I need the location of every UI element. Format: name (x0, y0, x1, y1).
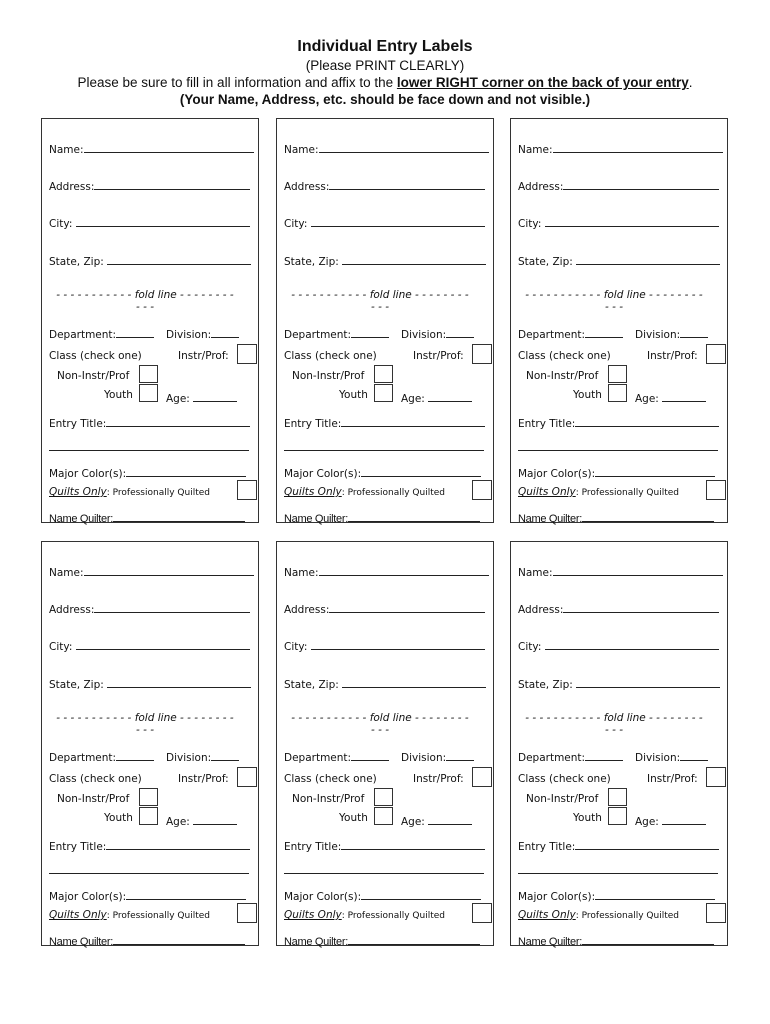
major-colors-label: Major Color(s): (518, 468, 596, 480)
instr-prof-label: Instr/Prof: (647, 350, 698, 362)
non-instr-prof-checkbox[interactable] (374, 788, 393, 806)
age-label: Age: (166, 393, 194, 405)
fold-line: - - - - - - - - - - - fold line - - - - - - - - - - - (291, 289, 469, 313)
instruction-prefix: Please be sure to fill in all information and affix to the (77, 75, 397, 90)
age-label: Age: (401, 393, 429, 405)
address-label: Address: (49, 604, 95, 616)
address-field[interactable] (94, 601, 250, 613)
quilts-only-label: Quilts Only (518, 486, 576, 498)
name-quilter-label: Name Quilter: (284, 936, 348, 948)
entry-title-field[interactable] (575, 415, 719, 427)
class-label: Class (check one) (518, 350, 611, 362)
name-quilter-label: Name Quilter: (518, 936, 582, 948)
age-label: Age: (635, 393, 663, 405)
department-field[interactable] (351, 749, 389, 761)
address-field[interactable] (94, 178, 250, 190)
name-field[interactable] (553, 564, 723, 576)
state-zip-field[interactable] (576, 253, 720, 265)
state-zip-field[interactable] (107, 676, 251, 688)
non-instr-prof-label: Non-Instr/Prof (292, 370, 365, 382)
name-quilter-label: Name Quilter: (518, 513, 582, 525)
city-label: City: (518, 218, 545, 230)
instr-prof-label: Instr/Prof: (413, 350, 464, 362)
instr-prof-label: Instr/Prof: (178, 350, 229, 362)
name-label: Name: (518, 567, 553, 579)
city-label: City: (518, 641, 545, 653)
name-field[interactable] (84, 141, 254, 153)
professionally-quilted-checkbox[interactable] (472, 480, 492, 500)
division-field[interactable] (680, 749, 708, 761)
entry-title-label: Entry Title: (518, 418, 576, 430)
name-quilter-field[interactable] (348, 510, 480, 522)
professionally-quilted-label: : Professionally Quilted (575, 488, 679, 498)
division-label: Division: (635, 329, 681, 341)
state-zip-field[interactable] (342, 676, 486, 688)
city-field[interactable] (76, 638, 250, 650)
quilts-only-label: Quilts Only (49, 486, 107, 498)
address-field[interactable] (563, 601, 719, 613)
entry-label-card (276, 118, 494, 523)
professionally-quilted-checkbox[interactable] (706, 903, 726, 923)
entry-label-card (276, 541, 494, 946)
non-instr-prof-checkbox[interactable] (608, 788, 627, 806)
name-field[interactable] (553, 141, 723, 153)
instruction-line (0, 74, 770, 92)
class-label: Class (check one) (284, 350, 377, 362)
division-field[interactable] (446, 749, 474, 761)
major-colors-label: Major Color(s): (518, 891, 596, 903)
name-quilter-field[interactable] (113, 510, 245, 522)
non-instr-prof-checkbox[interactable] (608, 365, 627, 383)
entry-title-line-2[interactable] (284, 873, 484, 874)
city-field[interactable] (76, 215, 250, 227)
youth-label: Youth (573, 812, 602, 824)
youth-checkbox[interactable] (374, 807, 393, 825)
quilts-only-label: Quilts Only (284, 909, 342, 921)
major-colors-field[interactable] (361, 888, 481, 900)
department-field[interactable] (116, 749, 154, 761)
youth-checkbox[interactable] (374, 384, 393, 402)
city-field[interactable] (311, 638, 485, 650)
department-field[interactable] (585, 749, 623, 761)
entry-title-line-2[interactable] (518, 873, 718, 874)
department-label: Department: (49, 752, 117, 764)
name-quilter-field[interactable] (113, 933, 245, 945)
major-colors-field[interactable] (595, 888, 715, 900)
page-header (0, 36, 770, 108)
state-zip-field[interactable] (342, 253, 486, 265)
fold-line: - - - - - - - - - - - fold line - - - - - - - - - - - (525, 289, 703, 313)
entry-title-line-2[interactable] (284, 450, 484, 451)
youth-label: Youth (339, 812, 368, 824)
address-label: Address: (518, 604, 564, 616)
professionally-quilted-label: : Professionally Quilted (341, 911, 445, 921)
age-label: Age: (166, 816, 194, 828)
name-field[interactable] (84, 564, 254, 576)
age-label: Age: (635, 816, 663, 828)
city-label: City: (284, 218, 311, 230)
state-zip-field[interactable] (576, 676, 720, 688)
youth-checkbox[interactable] (608, 807, 627, 825)
name-field[interactable] (319, 564, 489, 576)
professionally-quilted-checkbox[interactable] (472, 903, 492, 923)
name-quilter-label: Name Quilter: (284, 513, 348, 525)
age-field[interactable] (428, 390, 472, 402)
name-field[interactable] (319, 141, 489, 153)
major-colors-label: Major Color(s): (49, 468, 127, 480)
division-field[interactable] (211, 326, 239, 338)
professionally-quilted-label: : Professionally Quilted (106, 488, 210, 498)
instr-prof-label: Instr/Prof: (178, 773, 229, 785)
department-field[interactable] (351, 326, 389, 338)
department-field[interactable] (585, 326, 623, 338)
name-quilter-field[interactable] (582, 510, 714, 522)
entry-title-label: Entry Title: (49, 418, 107, 430)
state-zip-label: State, Zip: (518, 256, 577, 268)
address-field[interactable] (563, 178, 719, 190)
instr-prof-checkbox[interactable] (472, 344, 492, 364)
quilts-only-label: Quilts Only (518, 909, 576, 921)
entry-label-card (510, 118, 728, 523)
professionally-quilted-checkbox[interactable] (706, 480, 726, 500)
division-field[interactable] (446, 326, 474, 338)
name-quilter-label: Name Quilter: (49, 936, 113, 948)
division-label: Division: (166, 752, 212, 764)
division-field[interactable] (211, 749, 239, 761)
non-instr-prof-label: Non-Instr/Prof (526, 793, 599, 805)
non-instr-prof-checkbox[interactable] (139, 365, 158, 383)
address-label: Address: (518, 181, 564, 193)
entry-title-field[interactable] (341, 415, 485, 427)
address-label: Address: (284, 181, 330, 193)
age-label: Age: (401, 816, 429, 828)
age-field[interactable] (428, 813, 472, 825)
name-quilter-field[interactable] (582, 933, 714, 945)
name-quilter-label: Name Quilter: (49, 513, 113, 525)
instruction-suffix: . (688, 75, 693, 90)
department-label: Department: (49, 329, 117, 341)
instr-prof-checkbox[interactable] (237, 767, 257, 787)
non-instr-prof-label: Non-Instr/Prof (57, 370, 130, 382)
fold-line: - - - - - - - - - - - fold line - - - - - - - - - - - (291, 712, 469, 736)
entry-title-field[interactable] (106, 838, 250, 850)
fold-line: - - - - - - - - - - - fold line - - - - - - - - - - - (56, 289, 234, 313)
entry-title-label: Entry Title: (518, 841, 576, 853)
instr-prof-label: Instr/Prof: (413, 773, 464, 785)
department-label: Department: (518, 329, 586, 341)
class-label: Class (check one) (284, 773, 377, 785)
entry-title-line-2[interactable] (49, 450, 249, 451)
division-label: Division: (166, 329, 212, 341)
entry-title-label: Entry Title: (49, 841, 107, 853)
department-field[interactable] (116, 326, 154, 338)
instr-prof-label: Instr/Prof: (647, 773, 698, 785)
age-field[interactable] (662, 390, 706, 402)
professionally-quilted-checkbox[interactable] (237, 903, 257, 923)
page-subtitle: (Please PRINT CLEARLY) (305, 58, 465, 73)
major-colors-field[interactable] (126, 465, 246, 477)
major-colors-field[interactable] (361, 465, 481, 477)
state-zip-label: State, Zip: (284, 679, 343, 691)
class-label: Class (check one) (49, 773, 142, 785)
page-title: Individual Entry Labels (297, 38, 473, 55)
division-field[interactable] (680, 326, 708, 338)
name-label: Name: (284, 144, 319, 156)
city-field[interactable] (545, 638, 719, 650)
instruction-emphasis: lower RIGHT corner on the back of your entry (396, 75, 689, 90)
major-colors-label: Major Color(s): (284, 891, 362, 903)
professionally-quilted-checkbox[interactable] (237, 480, 257, 500)
instr-prof-checkbox[interactable] (472, 767, 492, 787)
age-field[interactable] (193, 813, 237, 825)
non-instr-prof-label: Non-Instr/Prof (526, 370, 599, 382)
youth-label: Youth (104, 389, 133, 401)
entry-title-label: Entry Title: (284, 841, 342, 853)
name-quilter-field[interactable] (348, 933, 480, 945)
age-field[interactable] (662, 813, 706, 825)
professionally-quilted-label: : Professionally Quilted (341, 488, 445, 498)
address-field[interactable] (329, 601, 485, 613)
address-label: Address: (49, 181, 95, 193)
division-label: Division: (401, 329, 447, 341)
entry-title-field[interactable] (341, 838, 485, 850)
non-instr-prof-checkbox[interactable] (374, 365, 393, 383)
state-zip-label: State, Zip: (49, 256, 108, 268)
entry-title-field[interactable] (106, 415, 250, 427)
professionally-quilted-label: : Professionally Quilted (106, 911, 210, 921)
youth-label: Youth (573, 389, 602, 401)
name-label: Name: (49, 144, 84, 156)
name-label: Name: (284, 567, 319, 579)
division-label: Division: (401, 752, 447, 764)
age-field[interactable] (193, 390, 237, 402)
department-label: Department: (518, 752, 586, 764)
fold-line: - - - - - - - - - - - fold line - - - - - - - - - - - (525, 712, 703, 736)
entry-label-card (41, 541, 259, 946)
state-zip-label: State, Zip: (518, 679, 577, 691)
fold-line: - - - - - - - - - - - fold line - - - - - - - - - - - (56, 712, 234, 736)
youth-checkbox[interactable] (139, 807, 158, 825)
youth-label: Youth (104, 812, 133, 824)
state-zip-label: State, Zip: (284, 256, 343, 268)
entry-label-card (41, 118, 259, 523)
division-label: Division: (635, 752, 681, 764)
entry-title-field[interactable] (575, 838, 719, 850)
professionally-quilted-label: : Professionally Quilted (575, 911, 679, 921)
major-colors-label: Major Color(s): (49, 891, 127, 903)
instruction-note: (Your Name, Address, etc. should be face down and not visible.) (179, 92, 591, 107)
state-zip-label: State, Zip: (49, 679, 108, 691)
city-field[interactable] (311, 215, 485, 227)
entry-title-label: Entry Title: (284, 418, 342, 430)
class-label: Class (check one) (518, 773, 611, 785)
youth-checkbox[interactable] (139, 384, 158, 402)
city-label: City: (49, 218, 76, 230)
instr-prof-checkbox[interactable] (237, 344, 257, 364)
youth-checkbox[interactable] (608, 384, 627, 402)
name-label: Name: (49, 567, 84, 579)
city-field[interactable] (545, 215, 719, 227)
city-label: City: (49, 641, 76, 653)
non-instr-prof-checkbox[interactable] (139, 788, 158, 806)
address-field[interactable] (329, 178, 485, 190)
non-instr-prof-label: Non-Instr/Prof (292, 793, 365, 805)
department-label: Department: (284, 329, 352, 341)
quilts-only-label: Quilts Only (49, 909, 107, 921)
youth-label: Youth (339, 389, 368, 401)
major-colors-field[interactable] (126, 888, 246, 900)
city-label: City: (284, 641, 311, 653)
entry-title-line-2[interactable] (49, 873, 249, 874)
instr-prof-checkbox[interactable] (706, 344, 726, 364)
state-zip-field[interactable] (107, 253, 251, 265)
class-label: Class (check one) (49, 350, 142, 362)
address-label: Address: (284, 604, 330, 616)
non-instr-prof-label: Non-Instr/Prof (57, 793, 130, 805)
entry-label-card (510, 541, 728, 946)
quilts-only-label: Quilts Only (284, 486, 342, 498)
instr-prof-checkbox[interactable] (706, 767, 726, 787)
major-colors-field[interactable] (595, 465, 715, 477)
name-label: Name: (518, 144, 553, 156)
entry-title-line-2[interactable] (518, 450, 718, 451)
department-label: Department: (284, 752, 352, 764)
major-colors-label: Major Color(s): (284, 468, 362, 480)
